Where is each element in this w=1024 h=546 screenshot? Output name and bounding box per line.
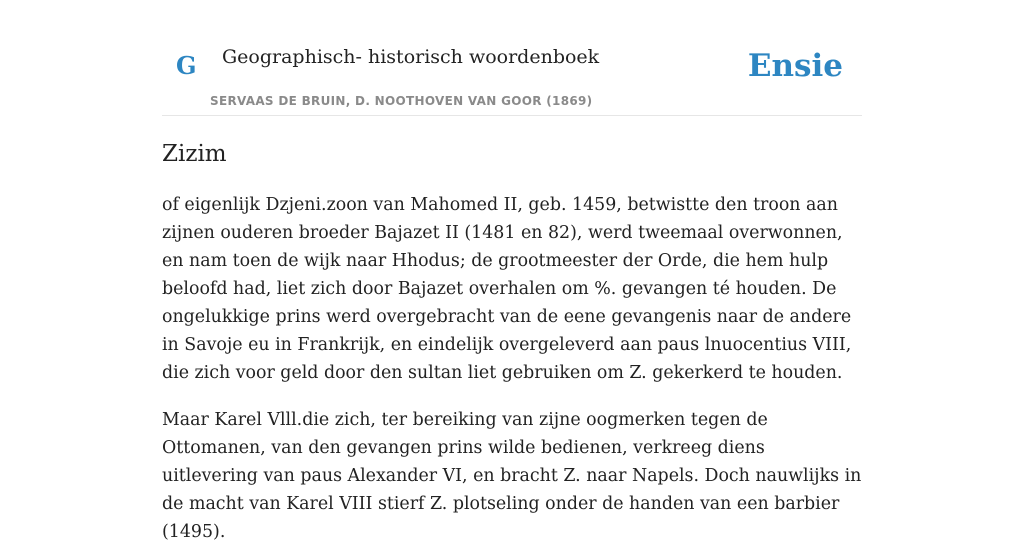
entry-paragraph: Maar Karel Vlll.die zich, ter bereiking van zijne oogmerken tegen de Ottomanen, van den gevangen prins wilde bedienen, verkreeg diens uitlevering van paus Alexander VI, en bracht Z. naar Napels. Doch nauwlijks in de macht van Karel VIII stierf Z. plotseling onder de handen van een barbier (1495).: [162, 409, 862, 542]
book-authors: SERVAAS DE BRUIN, D. NOOTHOVEN VAN GOOR (1869): [210, 94, 593, 108]
book-title-link[interactable]: Geographisch- historisch woordenboek: [222, 46, 600, 68]
entry-paragraph: of eigenlijk Dzjeni.zoon van Mahomed II, geb. 1459, betwistte den troon aan zijnen ouderen broeder Bajazet II (1481 en 82), werd tweemaal overwonnen, en nam toen de wijk naar Hhodus; de grootmeester der Orde, die hem hulp beloofd had, liet zich door Bajazet overhalen om %. gevangen té houden. De ongelukkige prins werd overgebracht van de eene gevangenis naar de andere in Savoje eu in Frankrijk, en eindelijk overgeleverd aan paus lnuocentius VIII, die zich voor geld door den sultan liet gebruiken om Z. gekerkerd te houden.: [162, 194, 852, 383]
book-letter-icon[interactable]: G: [176, 51, 197, 80]
entry-title: Zizim: [162, 141, 227, 167]
page: [162, 0, 862, 542]
book-header: [162, 0, 862, 116]
ensie-logo[interactable]: Ensie: [747, 48, 843, 84]
entry-content: [162, 141, 862, 546]
